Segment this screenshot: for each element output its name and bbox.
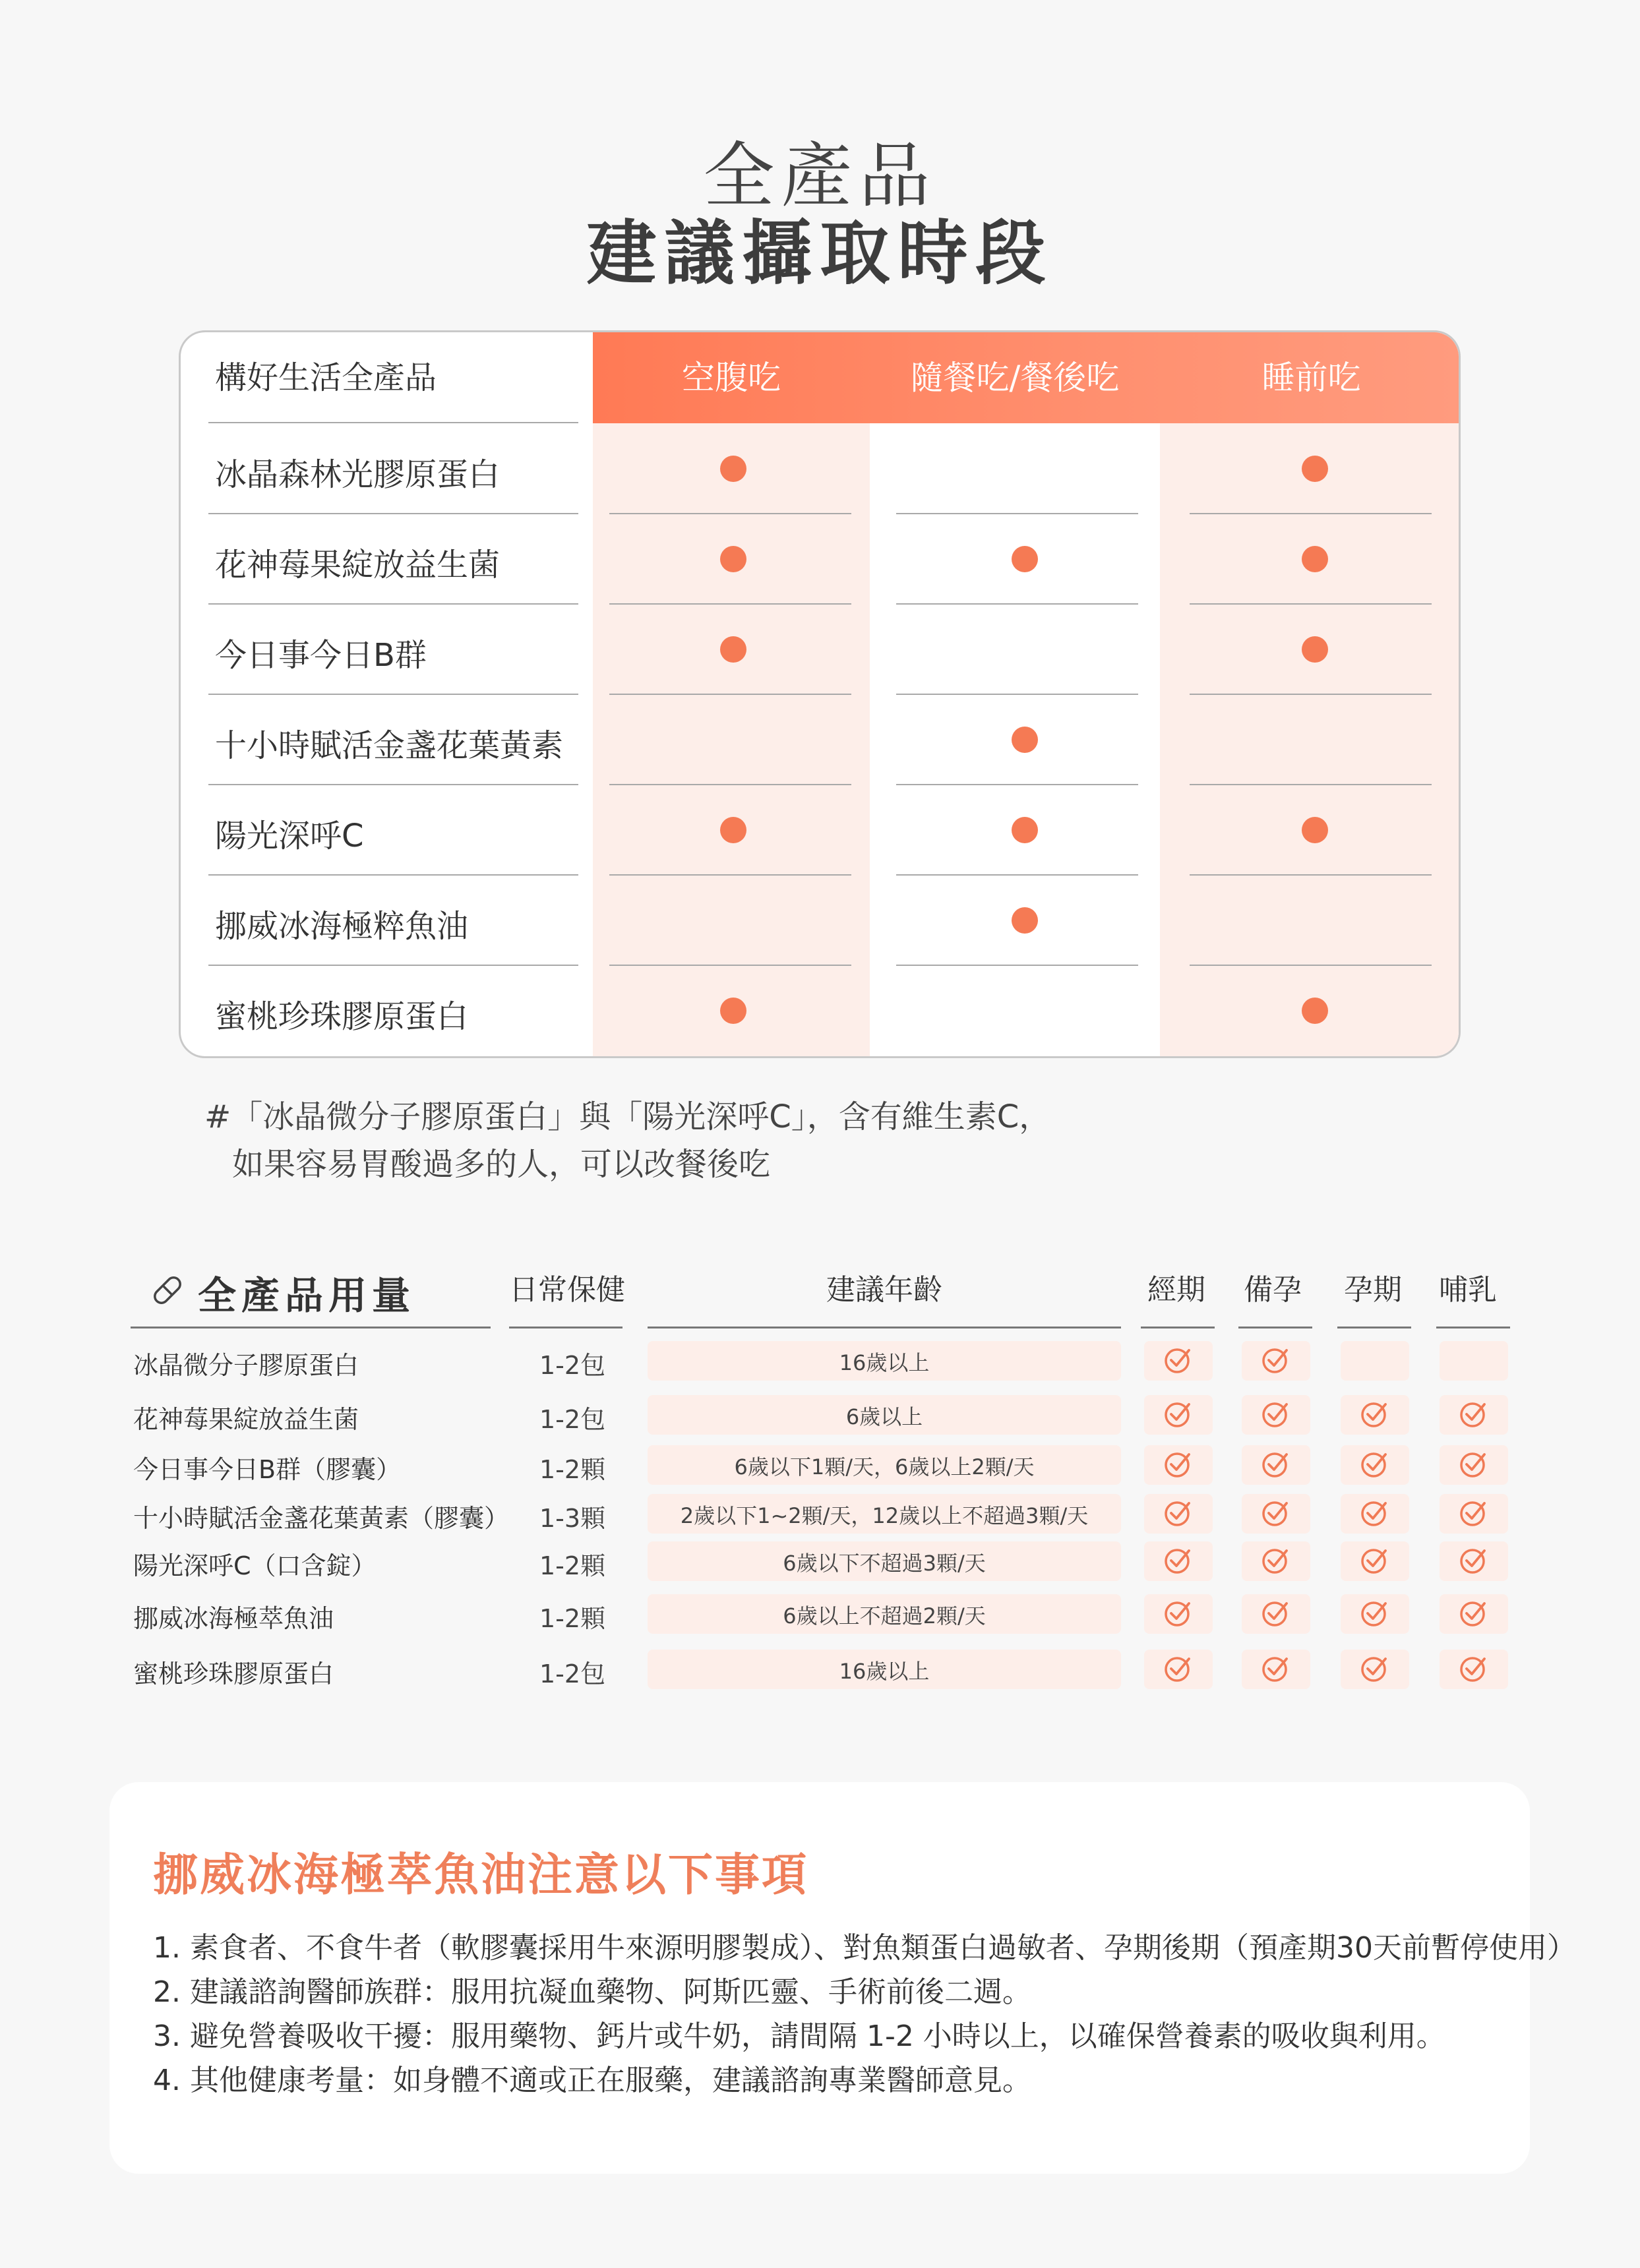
- timing-dot: [1302, 546, 1328, 572]
- timing-row-divider: [208, 603, 578, 605]
- timing-row-divider: [609, 874, 851, 876]
- col-header-bedtime: 睡前吃: [1261, 359, 1361, 397]
- underline-age: [648, 1327, 1121, 1328]
- check-circle-icon: [1163, 1398, 1194, 1429]
- dosage-row-age: 6歲以上不超過2顆/天: [783, 1603, 986, 1628]
- dosage-row-name: 挪威冰海極萃魚油: [133, 1604, 334, 1633]
- timing-dot: [720, 456, 746, 482]
- check-circle-icon: [1458, 1398, 1490, 1429]
- timing-row-divider: [208, 965, 578, 966]
- underline-pregnancy: [1337, 1327, 1411, 1328]
- timing-dot: [1302, 456, 1328, 482]
- check-circle-icon: [1458, 1652, 1490, 1684]
- dosage-row-name: 冰晶微分子膠原蛋白: [133, 1351, 359, 1380]
- timing-row-divider: [1190, 965, 1432, 966]
- header-nursing: 哺乳: [1439, 1273, 1497, 1307]
- header-daily: 日常保健: [509, 1273, 625, 1307]
- check-circle-icon: [1359, 1448, 1391, 1479]
- timing-row-divider: [208, 784, 578, 785]
- dosage-row-qty: 1-2包: [539, 1351, 606, 1380]
- timing-dot: [1302, 817, 1328, 843]
- timing-corner-label: 構好生活全產品: [215, 359, 437, 396]
- timing-row-name: 冰晶森林光膠原蛋白: [215, 456, 501, 493]
- underline-daily: [509, 1327, 623, 1328]
- timing-row-divider: [609, 694, 851, 695]
- caution-item: 3. 避免營養吸收干擾：服用藥物、鈣片或牛奶，請間隔 1-2 小時以上，以確保營養素的吸收與利用。: [153, 2019, 1445, 2053]
- dosage-title: 全產品用量: [198, 1273, 416, 1318]
- timing-dot: [1012, 546, 1038, 572]
- timing-row-name: 挪威冰海極粹魚油: [215, 907, 469, 945]
- dosage-row-age: 6歲以上: [845, 1404, 923, 1429]
- check-circle-icon: [1163, 1544, 1194, 1576]
- check-circle-icon: [1458, 1448, 1490, 1479]
- dosage-row-qty: 1-2顆: [539, 1455, 606, 1484]
- check-circle-icon: [1458, 1544, 1490, 1576]
- caution-item: 2. 建議諮詢醫師族群：服用抗凝血藥物、阿斯匹靈、手術前後二週。: [153, 1975, 1031, 2009]
- timing-row-divider: [208, 513, 578, 514]
- timing-row-divider: [208, 874, 578, 876]
- check-cell-bg: [1341, 1341, 1409, 1381]
- page-title-line2: 建議攝取時段: [586, 213, 1054, 294]
- timing-row-name: 今日事今日B群: [215, 636, 427, 674]
- check-circle-icon: [1458, 1597, 1490, 1628]
- dosage-row-name: 花神莓果綻放益生菌: [133, 1405, 359, 1434]
- dosage-row-qty: 1-2包: [539, 1659, 606, 1688]
- dosage-row-age: 6歲以下1顆/天，6歲以上2顆/天: [734, 1454, 1035, 1479]
- timing-row-divider: [896, 694, 1138, 695]
- check-circle-icon: [1260, 1448, 1292, 1479]
- timing-row-divider: [1190, 513, 1432, 514]
- vitamin-c-note-line1: #「冰晶微分子膠原蛋白」與「陽光深呼C」，含有維生素C，: [204, 1098, 1051, 1135]
- check-circle-icon: [1359, 1652, 1391, 1684]
- check-circle-icon: [1359, 1544, 1391, 1576]
- timing-table: [179, 330, 1461, 1058]
- timing-row-divider: [1190, 694, 1432, 695]
- check-circle-icon: [1163, 1497, 1194, 1528]
- dosage-row-qty: 1-2顆: [539, 1551, 606, 1580]
- timing-row-divider: [609, 603, 851, 605]
- timing-dot: [1302, 636, 1328, 663]
- check-circle-icon: [1458, 1497, 1490, 1528]
- timing-row-divider: [1190, 603, 1432, 605]
- caution-title: 挪威冰海極萃魚油注意以下事項: [153, 1849, 809, 1901]
- timing-dot: [720, 998, 746, 1024]
- vitamin-c-note-line2: 如果容易胃酸過多的人，可以改餐後吃: [232, 1146, 771, 1183]
- timing-row-divider: [609, 513, 851, 514]
- timing-row-name: 花神莓果綻放益生菌: [215, 546, 501, 583]
- timing-dot: [1012, 727, 1038, 753]
- header-menstrual: 經期: [1147, 1273, 1205, 1307]
- col-header-fasting: 空腹吃: [682, 359, 781, 397]
- timing-dot: [1012, 907, 1038, 934]
- timing-row-divider: [896, 965, 1138, 966]
- check-circle-icon: [1163, 1448, 1194, 1479]
- dosage-row-age: 16歲以上: [839, 1350, 930, 1375]
- dosage-row-name: 十小時賦活金盞花葉黃素（膠囊）: [133, 1504, 510, 1533]
- header-age: 建議年齡: [826, 1273, 942, 1307]
- check-circle-icon: [1163, 1597, 1194, 1628]
- timing-row-divider: [896, 874, 1138, 876]
- underline-title: [131, 1327, 491, 1328]
- timing-row-divider: [1190, 784, 1432, 785]
- pill-icon: [148, 1271, 187, 1309]
- dosage-row-age: 16歲以上: [839, 1659, 930, 1684]
- dosage-row-name: 今日事今日B群（膠囊）: [133, 1455, 402, 1484]
- dosage-row-qty: 1-3顆: [539, 1504, 606, 1533]
- dosage-row-qty: 1-2顆: [539, 1604, 606, 1633]
- timing-row-divider: [896, 603, 1138, 605]
- check-circle-icon: [1163, 1344, 1194, 1375]
- timing-dot: [720, 546, 746, 572]
- check-circle-icon: [1260, 1344, 1292, 1375]
- check-cell-bg: [1440, 1341, 1508, 1381]
- underline-menstrual: [1141, 1327, 1215, 1328]
- timing-row-divider: [609, 784, 851, 785]
- underline-prep: [1238, 1327, 1312, 1328]
- timing-row-name: 十小時賦活金盞花葉黃素: [215, 727, 564, 764]
- check-circle-icon: [1260, 1652, 1292, 1684]
- timing-row-divider: [896, 784, 1138, 785]
- timing-row-divider: [208, 694, 578, 695]
- check-circle-icon: [1359, 1597, 1391, 1628]
- check-circle-icon: [1260, 1497, 1292, 1528]
- header-pregnancy: 孕期: [1344, 1273, 1402, 1307]
- dosage-row-name: 蜜桃珍珠膠原蛋白: [133, 1659, 334, 1688]
- dosage-row-age: 2歲以下1~2顆/天，12歲以上不超過3顆/天: [680, 1503, 1089, 1528]
- dosage-row-age: 6歲以下不超過3顆/天: [783, 1551, 986, 1576]
- timing-row-divider: [896, 513, 1138, 514]
- timing-row-name: 蜜桃珍珠膠原蛋白: [215, 998, 469, 1035]
- timing-row-divider: [208, 422, 578, 423]
- timing-dot: [1302, 998, 1328, 1024]
- caution-item: 4. 其他健康考量：如身體不適或正在服藥，建議諮詢專業醫師意見。: [153, 2064, 1031, 2097]
- timing-dot: [1012, 817, 1038, 843]
- check-circle-icon: [1359, 1497, 1391, 1528]
- underline-nursing: [1436, 1327, 1510, 1328]
- timing-row-name: 陽光深呼C: [215, 817, 364, 854]
- timing-row-divider: [609, 965, 851, 966]
- timing-row-divider: [1190, 874, 1432, 876]
- page-title-line1: 全產品: [703, 135, 937, 218]
- timing-dot: [720, 817, 746, 843]
- dosage-row-qty: 1-2包: [539, 1405, 606, 1434]
- dosage-row-name: 陽光深呼C（口含錠）: [133, 1551, 377, 1580]
- timing-dot: [720, 636, 746, 663]
- check-circle-icon: [1359, 1398, 1391, 1429]
- check-circle-icon: [1260, 1597, 1292, 1628]
- check-circle-icon: [1260, 1544, 1292, 1576]
- check-circle-icon: [1163, 1652, 1194, 1684]
- col-header-with-meal: 隨餐吃/餐後吃: [910, 359, 1120, 397]
- header-prep: 備孕: [1244, 1273, 1302, 1307]
- caution-item: 1. 素食者、不食牛者（軟膠囊採用牛來源明膠製成）、對魚類蛋白過敏者、孕期後期（預產期30天前暫停使用）: [153, 1931, 1576, 1965]
- check-circle-icon: [1260, 1398, 1292, 1429]
